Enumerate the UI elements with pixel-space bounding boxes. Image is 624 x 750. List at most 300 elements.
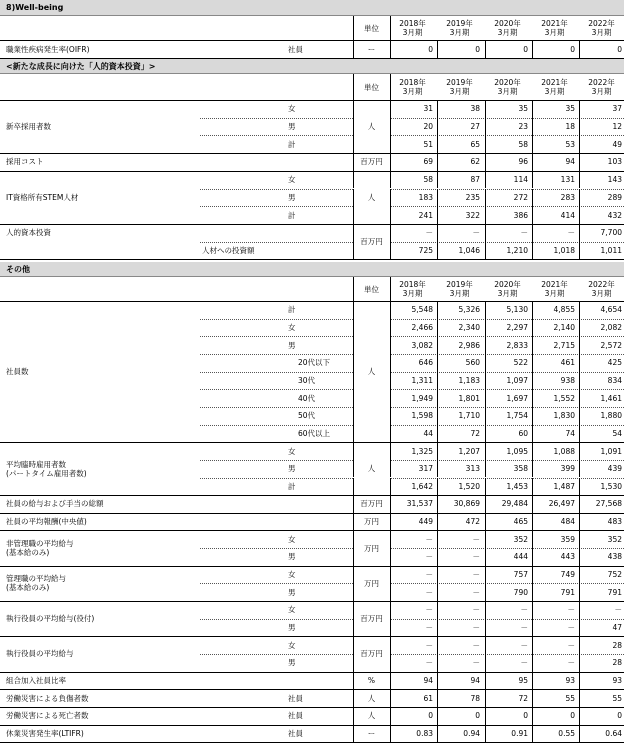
value-cell: 834 bbox=[607, 375, 622, 385]
row-rule-dotted bbox=[200, 118, 353, 119]
value-col-divider bbox=[437, 389, 438, 407]
row-unit: 人 bbox=[367, 711, 376, 721]
row-rule bbox=[0, 513, 624, 514]
value-col-divider bbox=[579, 619, 580, 637]
unit-col-divider bbox=[390, 118, 391, 136]
row-rule-dotted bbox=[200, 425, 353, 426]
row-label: 職業性疾病発生率(OIFR) bbox=[6, 44, 90, 54]
row-rule-dotted bbox=[200, 548, 353, 549]
value-cell: 938 bbox=[560, 375, 575, 385]
row-label: 女 bbox=[288, 446, 296, 456]
row-label: 男 bbox=[288, 658, 296, 668]
unit-col-divider bbox=[390, 319, 391, 337]
year-column-header: 2019年 3月期 bbox=[446, 19, 473, 37]
value-cell: 0 bbox=[617, 44, 622, 54]
unit-col-divider bbox=[390, 153, 391, 171]
value-cell: 1,091 bbox=[600, 446, 622, 456]
value-cell: 0.55 bbox=[558, 728, 575, 738]
year-column-header: 2018年 3月期 bbox=[399, 19, 426, 37]
unit-col-divider bbox=[390, 189, 391, 207]
unit-col-divider bbox=[390, 513, 391, 531]
value-col-divider bbox=[579, 171, 580, 189]
unit-col-divider bbox=[390, 100, 391, 118]
unit-col-divider bbox=[390, 301, 391, 319]
value-cell: 54 bbox=[612, 428, 622, 438]
value-col-divider bbox=[485, 478, 486, 496]
value-cell: 94 bbox=[565, 157, 575, 167]
value-col-divider bbox=[485, 530, 486, 548]
value-cell: 2,340 bbox=[458, 322, 480, 332]
value-col-divider bbox=[579, 100, 580, 118]
value-col-divider bbox=[437, 354, 438, 372]
value-cell: 49 bbox=[612, 139, 622, 149]
value-col-divider bbox=[579, 601, 580, 619]
row-rule bbox=[0, 689, 624, 690]
value-col-divider bbox=[532, 372, 533, 390]
row-rule bbox=[0, 224, 624, 225]
year-column-header: 2020年 3月期 bbox=[494, 19, 521, 37]
value-col-divider bbox=[532, 224, 533, 242]
value-cell: 1,880 bbox=[600, 411, 622, 421]
value-col-divider bbox=[579, 672, 580, 690]
value-cell: 317 bbox=[418, 464, 433, 474]
value-cell: 95 bbox=[518, 675, 528, 685]
value-cell: － bbox=[472, 570, 480, 580]
value-col-divider bbox=[437, 319, 438, 337]
row-rule bbox=[0, 725, 624, 726]
value-col-divider bbox=[437, 206, 438, 224]
group-unit: 人 bbox=[367, 122, 376, 132]
row-label: 社員の平均報酬(中央値) bbox=[6, 517, 87, 527]
value-cell: － bbox=[472, 552, 480, 562]
unit-col-divider bbox=[390, 725, 391, 743]
row-rule-dotted bbox=[200, 619, 353, 620]
value-cell: － bbox=[472, 605, 480, 615]
value-cell: 0 bbox=[428, 711, 433, 721]
value-col-divider bbox=[579, 495, 580, 513]
value-col-divider bbox=[485, 566, 486, 584]
value-col-divider bbox=[532, 460, 533, 478]
unit-col-divider bbox=[353, 153, 354, 171]
value-col-divider bbox=[532, 389, 533, 407]
value-cell: 60 bbox=[518, 428, 528, 438]
value-cell: 465 bbox=[513, 517, 528, 527]
value-cell: 44 bbox=[423, 428, 433, 438]
value-col-divider bbox=[485, 224, 486, 242]
row-rule-dotted bbox=[200, 354, 353, 355]
value-cell: － bbox=[520, 605, 528, 615]
value-col-divider bbox=[437, 689, 438, 707]
value-cell: 2,082 bbox=[600, 322, 622, 332]
value-cell: 1,207 bbox=[458, 446, 480, 456]
value-cell: 0.91 bbox=[511, 728, 528, 738]
row-label: 女 bbox=[288, 175, 296, 185]
unit-col-divider bbox=[390, 16, 391, 40]
value-cell: 31,537 bbox=[406, 499, 433, 509]
row-unit: ー bbox=[367, 44, 376, 54]
value-col-divider bbox=[579, 354, 580, 372]
value-col-divider bbox=[579, 319, 580, 337]
value-cell: 1,097 bbox=[506, 375, 528, 385]
group-unit: 万円 bbox=[364, 578, 379, 588]
header-rule bbox=[0, 301, 624, 302]
group-unit: 万円 bbox=[364, 543, 379, 553]
value-col-divider bbox=[437, 153, 438, 171]
unit-col-divider bbox=[353, 495, 354, 513]
value-cell: 0 bbox=[570, 44, 575, 54]
value-cell: 272 bbox=[513, 192, 528, 202]
value-col-divider bbox=[532, 171, 533, 189]
value-cell: 1,830 bbox=[553, 411, 575, 421]
value-col-divider bbox=[532, 100, 533, 118]
row-label: 女 bbox=[288, 640, 296, 650]
value-col-divider bbox=[485, 171, 486, 189]
value-cell: － bbox=[567, 623, 575, 632]
value-col-divider bbox=[437, 118, 438, 136]
value-cell: 61 bbox=[423, 693, 433, 703]
value-col-divider bbox=[532, 354, 533, 372]
value-cell: 1,552 bbox=[553, 393, 575, 403]
value-col-divider bbox=[437, 530, 438, 548]
value-cell: 103 bbox=[607, 157, 622, 167]
row-label: 60代以上 bbox=[298, 428, 331, 438]
value-col-divider bbox=[437, 654, 438, 672]
value-col-divider bbox=[437, 513, 438, 531]
value-cell: 791 bbox=[607, 587, 622, 597]
value-col-divider bbox=[437, 583, 438, 601]
value-cell: － bbox=[520, 658, 528, 668]
value-cell: 12 bbox=[612, 122, 622, 132]
value-col-divider bbox=[485, 189, 486, 207]
unit-col-divider bbox=[390, 336, 391, 354]
unit-col-divider bbox=[390, 548, 391, 566]
value-cell: 55 bbox=[565, 693, 575, 703]
value-cell: 78 bbox=[470, 693, 480, 703]
value-col-divider bbox=[532, 442, 533, 460]
value-cell: － bbox=[614, 605, 622, 615]
unit-col-divider bbox=[390, 460, 391, 478]
value-cell: 472 bbox=[465, 517, 480, 527]
row-rule bbox=[0, 566, 624, 567]
value-col-divider bbox=[485, 354, 486, 372]
value-cell: 0 bbox=[428, 44, 433, 54]
row-rule bbox=[0, 259, 624, 260]
value-col-divider bbox=[437, 372, 438, 390]
row-label: 社員 bbox=[288, 693, 303, 703]
value-col-divider bbox=[485, 135, 486, 153]
row-rule-dotted bbox=[200, 319, 353, 320]
value-cell: 646 bbox=[418, 358, 433, 368]
value-col-divider bbox=[437, 619, 438, 637]
value-cell: 438 bbox=[607, 552, 622, 562]
value-cell: 1,949 bbox=[411, 393, 433, 403]
row-rule bbox=[0, 707, 624, 708]
unit-col-divider bbox=[353, 513, 354, 531]
unit-col-divider bbox=[353, 40, 354, 58]
value-col-divider bbox=[437, 336, 438, 354]
value-col-divider bbox=[485, 206, 486, 224]
value-cell: 1,095 bbox=[506, 446, 528, 456]
value-col-divider bbox=[579, 636, 580, 654]
value-cell: 72 bbox=[470, 428, 480, 438]
unit-col-divider bbox=[390, 442, 391, 460]
value-cell: 1,046 bbox=[458, 245, 480, 255]
group-label: IT資格所有STEM人材 bbox=[6, 192, 79, 202]
value-cell: 791 bbox=[560, 587, 575, 597]
value-cell: 1,697 bbox=[506, 393, 528, 403]
value-col-divider bbox=[437, 135, 438, 153]
unit-col-divider bbox=[390, 495, 391, 513]
value-cell: 1,530 bbox=[600, 481, 622, 491]
value-cell: 241 bbox=[418, 210, 433, 220]
value-col-divider bbox=[437, 425, 438, 443]
unit-col-divider bbox=[390, 372, 391, 390]
year-column-header: 2019年 3月期 bbox=[446, 280, 473, 298]
value-cell: 425 bbox=[607, 358, 622, 368]
value-col-divider bbox=[579, 654, 580, 672]
unit-col-divider bbox=[390, 171, 391, 189]
value-col-divider bbox=[485, 672, 486, 690]
value-cell: 289 bbox=[607, 192, 622, 202]
value-cell: 1,487 bbox=[553, 481, 575, 491]
row-label: 女 bbox=[288, 534, 296, 544]
value-cell: － bbox=[472, 640, 480, 650]
value-col-divider bbox=[532, 153, 533, 171]
row-rule bbox=[0, 636, 624, 637]
value-col-divider bbox=[485, 100, 486, 118]
value-col-divider bbox=[485, 654, 486, 672]
value-cell: 1,183 bbox=[458, 375, 480, 385]
value-col-divider bbox=[532, 689, 533, 707]
value-col-divider bbox=[485, 583, 486, 601]
value-cell: 790 bbox=[513, 587, 528, 597]
row-label: 計 bbox=[288, 305, 296, 315]
year-column-header: 2020年 3月期 bbox=[494, 280, 521, 298]
value-cell: 352 bbox=[607, 534, 622, 544]
value-cell: 0.64 bbox=[605, 728, 622, 738]
value-cell: － bbox=[425, 623, 433, 632]
value-col-divider bbox=[532, 206, 533, 224]
row-label: 男 bbox=[288, 552, 296, 562]
value-cell: 4,654 bbox=[600, 305, 622, 315]
value-cell: 1,754 bbox=[506, 411, 528, 421]
value-cell: 37 bbox=[612, 104, 622, 114]
value-col-divider bbox=[579, 206, 580, 224]
value-cell: 28 bbox=[612, 640, 622, 650]
group-label: 人的資本投資 bbox=[6, 228, 51, 238]
group-label: 執行役員の平均給与(役付) bbox=[6, 614, 95, 624]
value-col-divider bbox=[579, 725, 580, 743]
value-cell: － bbox=[520, 228, 528, 238]
unit-col-divider bbox=[353, 672, 354, 690]
value-cell: 74 bbox=[565, 428, 575, 438]
section-title: <新たな成長に向けた「人的資本投資」> bbox=[0, 59, 624, 74]
value-col-divider bbox=[579, 425, 580, 443]
unit-col-divider bbox=[390, 242, 391, 260]
value-cell: 0 bbox=[617, 711, 622, 721]
value-cell: － bbox=[425, 534, 433, 544]
value-col-divider bbox=[485, 619, 486, 637]
row-rule bbox=[0, 153, 624, 154]
value-col-divider bbox=[437, 672, 438, 690]
year-column-header: 2022年 3月期 bbox=[588, 280, 615, 298]
value-col-divider bbox=[437, 460, 438, 478]
value-cell: 5,326 bbox=[458, 305, 480, 315]
value-cell: 1,453 bbox=[506, 481, 528, 491]
unit-col-divider bbox=[390, 530, 391, 548]
value-col-divider bbox=[579, 442, 580, 460]
value-col-divider bbox=[437, 242, 438, 260]
row-label: 社員 bbox=[288, 728, 303, 738]
unit-col-divider bbox=[390, 619, 391, 637]
unit-col-divider bbox=[390, 583, 391, 601]
row-label: 女 bbox=[288, 605, 296, 615]
row-label: 計 bbox=[288, 481, 296, 491]
value-cell: 31 bbox=[423, 104, 433, 114]
value-cell: 2,986 bbox=[458, 340, 480, 350]
value-cell: 359 bbox=[560, 534, 575, 544]
value-cell: 0 bbox=[475, 711, 480, 721]
year-column-header: 2022年 3月期 bbox=[588, 19, 615, 37]
row-rule-dotted bbox=[200, 336, 353, 337]
value-col-divider bbox=[532, 566, 533, 584]
value-cell: 1,461 bbox=[600, 393, 622, 403]
value-col-divider bbox=[485, 513, 486, 531]
row-label: 採用コスト bbox=[6, 157, 44, 167]
value-cell: 30,869 bbox=[453, 499, 480, 509]
year-column-header: 2018年 3月期 bbox=[399, 78, 426, 96]
value-col-divider bbox=[579, 40, 580, 58]
value-col-divider bbox=[485, 442, 486, 460]
value-col-divider bbox=[532, 40, 533, 58]
value-col-divider bbox=[579, 242, 580, 260]
value-col-divider bbox=[485, 707, 486, 725]
row-label: 組合加入社員比率 bbox=[6, 675, 66, 685]
value-cell: 65 bbox=[470, 139, 480, 149]
value-col-divider bbox=[437, 707, 438, 725]
value-col-divider bbox=[437, 171, 438, 189]
unit-col-divider bbox=[353, 277, 354, 301]
value-col-divider bbox=[485, 389, 486, 407]
row-rule bbox=[0, 742, 624, 743]
value-col-divider bbox=[485, 153, 486, 171]
value-cell: 72 bbox=[518, 693, 528, 703]
group-unit: 百万円 bbox=[360, 649, 383, 659]
value-col-divider bbox=[485, 319, 486, 337]
value-cell: 1,520 bbox=[458, 481, 480, 491]
value-col-divider bbox=[437, 40, 438, 58]
row-unit: 百万円 bbox=[360, 499, 383, 509]
unit-col-divider bbox=[390, 354, 391, 372]
row-label: 女 bbox=[288, 570, 296, 580]
value-col-divider bbox=[485, 460, 486, 478]
row-rule bbox=[0, 171, 624, 172]
value-col-divider bbox=[485, 118, 486, 136]
row-label: 女 bbox=[288, 104, 296, 114]
header-rule bbox=[0, 40, 624, 41]
value-col-divider bbox=[532, 118, 533, 136]
group-unit: 人 bbox=[367, 367, 376, 377]
value-col-divider bbox=[579, 407, 580, 425]
value-cell: 313 bbox=[465, 464, 480, 474]
value-col-divider bbox=[437, 442, 438, 460]
row-label: 男 bbox=[288, 122, 296, 132]
unit-col-divider bbox=[353, 689, 354, 707]
value-cell: － bbox=[425, 570, 433, 580]
value-cell: － bbox=[567, 640, 575, 650]
value-col-divider bbox=[437, 495, 438, 513]
unit-col-divider bbox=[390, 636, 391, 654]
value-cell: 0 bbox=[570, 711, 575, 721]
value-col-divider bbox=[437, 601, 438, 619]
value-cell: 35 bbox=[518, 104, 528, 114]
value-col-divider bbox=[532, 407, 533, 425]
value-cell: 55 bbox=[612, 693, 622, 703]
year-column-header: 2021年 3月期 bbox=[541, 19, 568, 37]
value-cell: 58 bbox=[518, 139, 528, 149]
value-cell: 94 bbox=[423, 675, 433, 685]
value-col-divider bbox=[579, 372, 580, 390]
row-label: 30代 bbox=[298, 375, 316, 385]
row-rule bbox=[0, 530, 624, 531]
value-cell: 20 bbox=[423, 122, 433, 132]
value-cell: 38 bbox=[470, 104, 480, 114]
value-cell: 58 bbox=[423, 175, 433, 185]
value-col-divider bbox=[532, 530, 533, 548]
value-col-divider bbox=[437, 224, 438, 242]
row-label: 計 bbox=[288, 139, 296, 149]
value-col-divider bbox=[579, 530, 580, 548]
value-cell: 18 bbox=[565, 122, 575, 132]
unit-col-divider bbox=[353, 707, 354, 725]
section-title: その他 bbox=[0, 262, 624, 277]
value-col-divider bbox=[485, 372, 486, 390]
value-cell: 444 bbox=[513, 552, 528, 562]
value-cell: － bbox=[425, 640, 433, 650]
value-cell: 27 bbox=[470, 122, 480, 132]
value-cell: － bbox=[472, 228, 480, 238]
value-cell: 96 bbox=[518, 157, 528, 167]
value-cell: 2,572 bbox=[600, 340, 622, 350]
value-cell: 386 bbox=[513, 210, 528, 220]
row-unit: 万円 bbox=[364, 517, 379, 527]
value-cell: 0.94 bbox=[463, 728, 480, 738]
value-cell: 752 bbox=[607, 570, 622, 580]
row-unit: 百万円 bbox=[360, 157, 383, 167]
value-cell: 26,497 bbox=[548, 499, 575, 509]
value-cell: 1,325 bbox=[411, 446, 433, 456]
value-cell: 0 bbox=[475, 44, 480, 54]
row-unit: 人 bbox=[367, 693, 376, 703]
unit-col-divider bbox=[390, 654, 391, 672]
value-cell: 283 bbox=[560, 192, 575, 202]
group-label: 執行役員の平均給与 bbox=[6, 649, 74, 659]
value-cell: 69 bbox=[423, 157, 433, 167]
row-label: 男 bbox=[288, 464, 296, 474]
value-cell: 414 bbox=[560, 210, 575, 220]
unit-col-divider bbox=[390, 224, 391, 242]
value-col-divider bbox=[532, 478, 533, 496]
row-rule bbox=[0, 672, 624, 673]
value-col-divider bbox=[485, 40, 486, 58]
value-col-divider bbox=[532, 135, 533, 153]
value-cell: － bbox=[567, 228, 575, 238]
value-cell: 114 bbox=[513, 175, 528, 185]
row-label: 男 bbox=[288, 192, 296, 202]
value-col-divider bbox=[532, 189, 533, 207]
value-cell: 7,700 bbox=[600, 228, 622, 238]
row-label: 20代以下 bbox=[298, 358, 331, 368]
